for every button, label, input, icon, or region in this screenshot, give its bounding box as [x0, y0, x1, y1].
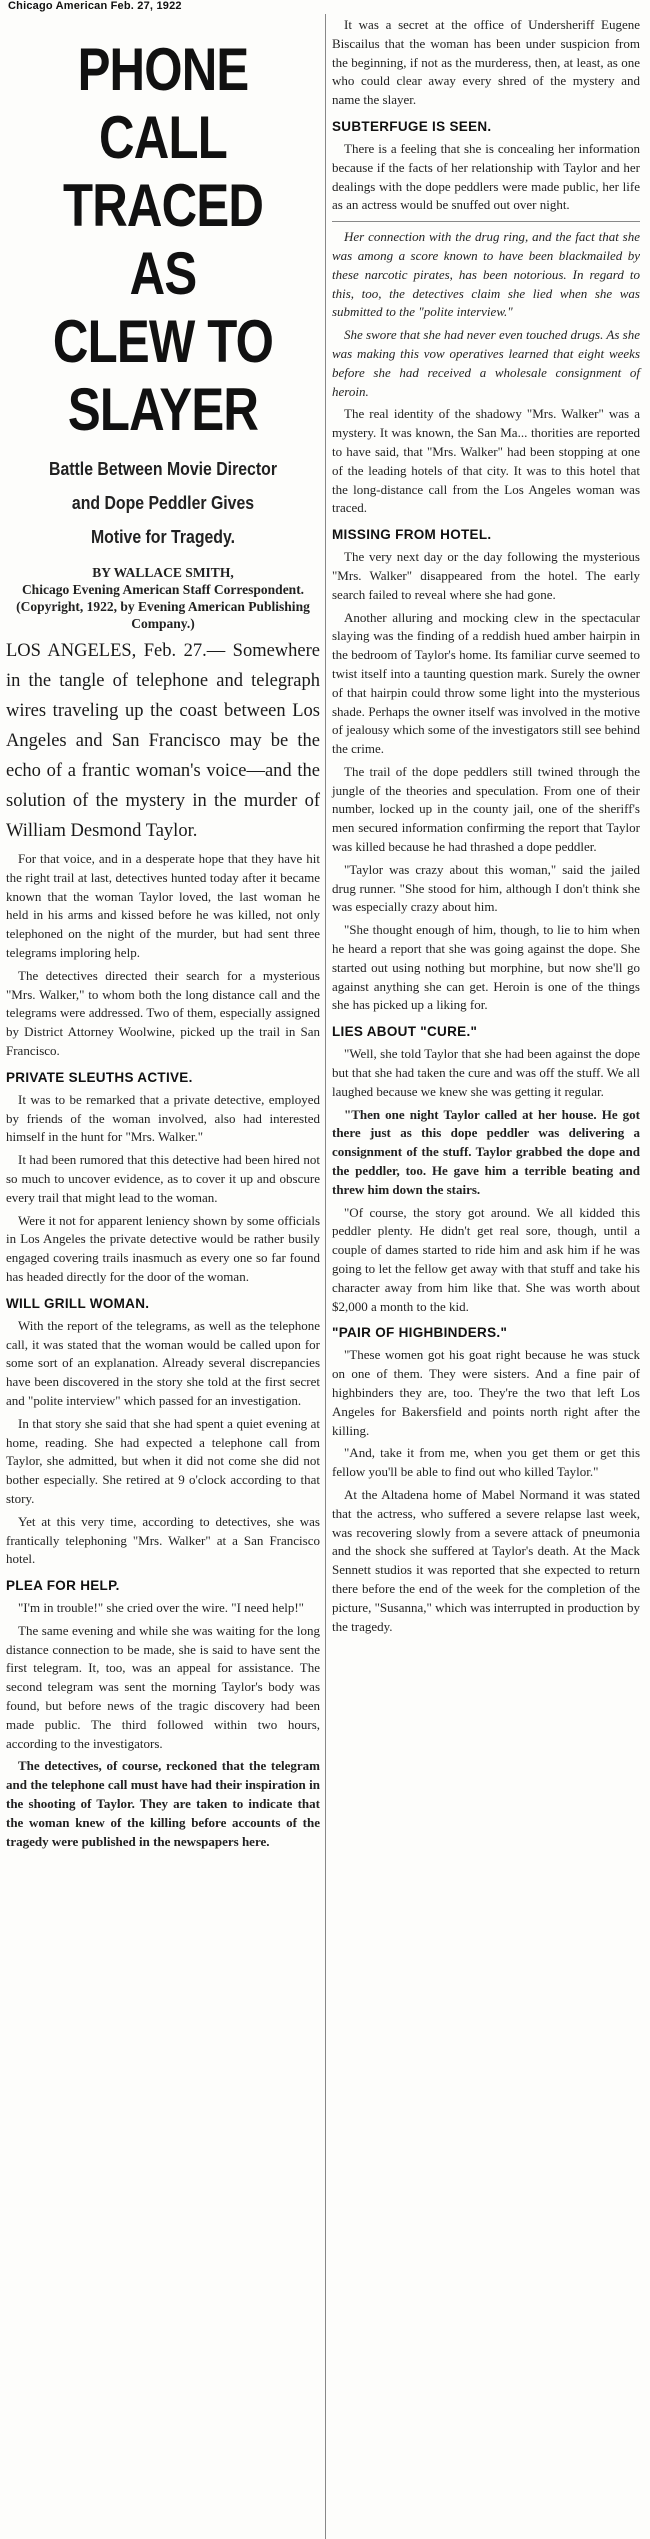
- paragraph: At the Altadena home of Mabel Normand it was stated that the actress, who suffered a severe relapse last week, was recovering slowly from a severe attack of pneumonia and the shock she suffered at Taylor's death. At the Mack Sennett studios it was reported that she expected to return there before the end of the week for the completion of the picture, "Susanna," which was interrupted in production by the tragedy.: [332, 1486, 640, 1634]
- section-heading: LIES ABOUT "CURE.": [332, 1024, 478, 1040]
- byline: [10, 564, 316, 632]
- section-heading: "PAIR OF HIGHBINDERS.": [332, 1325, 508, 1341]
- paragraph: Yet at this very time, according to detectives, she was frantically telephoning "Mrs. Walker" at a San Francisco hotel.: [6, 1513, 320, 1567]
- headline-line: TRACED AS: [62, 172, 264, 307]
- article-body-right-4: [332, 1045, 640, 1316]
- article-body-right-5: [332, 1346, 640, 1636]
- paragraph: Her connection with the drug ring, and the fact that she was among a score known to have been blackmailed by these narcotic pirates, has been notorious. In regard to this, too, the detectives claim she lied when she was submitted to the "polite interview.": [332, 229, 640, 320]
- paragraph: With the report of the telegrams, as well as the telephone call, it was stated that the woman would be called upon for some sort of an explanation. Already several discrepancies have been discovered in the story she told at the first secret and "polite interview" which passed for an investigation.: [6, 1317, 320, 1408]
- paragraph: Were it not for apparent leniency shown by some officials in Los Angeles the private detective would be rather busily engaged covering trails inasmuch as every one so far found has headed directly for the door of the woman.: [6, 1212, 320, 1284]
- paragraph: The detectives, of course, reckoned that the telegram and the telephone call must have had their inspiration in the shooting of Taylor. They are taken to indicate that the woman knew of the killing before accounts of the tragedy were published in the newspapers here.: [6, 1758, 320, 1849]
- paragraph: "Of course, the story got around. We all kidded this peddler plenty. He didn't get real sore, though, until a couple of dames started to ride him and ask him if he was going to let the fellow get away with that stuff and take his character away from him like that. She was worth about $2,000 a month to the kid.: [332, 1204, 640, 1314]
- subheadline-line: and Dope Peddler Gives: [71, 493, 255, 513]
- section-heading: WILL GRILL WOMAN.: [6, 1295, 150, 1311]
- article-body-left: [6, 850, 320, 1061]
- lead-paragraph: LOS ANGELES, Feb. 27.— Somewhere in the tangle of telephone and telegraph wires traveling up the coast between Los Angeles and San Francisco may be the echo of a frantic woman's voice—and the solution of the mystery in the murder of William Desmond Taylor.: [6, 641, 320, 841]
- paragraph: The same evening and while she was waiting for the long distance connection to be made, she is said to have sent the first telegram. It, too, was an appeal for assistance. The second telegram was sent the morning Taylor's body was found, but before news of the tragic discovery had been made public. The third followed within two hours, according to the investigators.: [6, 1622, 320, 1751]
- paragraph: The real identity of the shadowy "Mrs. Walker" was a mystery. It was known, the San Ma... thorities are reported to have said, that "Mrs. Walker" had been stopping at one of the leading hotels of that city. It was to this hotel that the long-distance call from the Los Angeles woman was traced.: [332, 406, 640, 516]
- left-column: [4, 16, 322, 1855]
- headline: [33, 36, 294, 444]
- subheadline-line: Battle Between Movie Director: [48, 459, 277, 479]
- right-column: [330, 16, 642, 1640]
- paragraph: The very next day or the day following the mysterious "Mrs. Walker" disappeared from the hotel. The early search failed to reveal where she had gone.: [332, 549, 640, 602]
- paragraph: Another alluring and mocking clew in the spectacular slaying was the finding of a reddish hued amber hairpin in the bedroom of Taylor's home. Its familiar curve seemed to twist itself into a taunting question mark. Surely the owner of that hairpin could throw some light into the mysterious shade. Perhaps the owner itself was involved in the motive of jealousy which some of the investigators still see behind the crime.: [332, 609, 640, 757]
- paragraph: She swore that she had never even touched drugs. As she was making this vow operatives learned that eight weeks before she had received a wholesale consignment of heroin.: [332, 327, 640, 399]
- article-body-left-3: [6, 1317, 320, 1569]
- subheadline-line: Motive for Tragedy.: [90, 527, 236, 547]
- section-heading: MISSING FROM HOTEL.: [332, 527, 492, 543]
- paragraph: "These women got his goat right because he was stuck on one of them. They were sisters. And a fine pair of highbinders they are, too. They're the two that left Los Angeles for Bakersfield and points north right after the killing.: [332, 1347, 640, 1438]
- paragraph: "I'm in trouble!" she cried over the wire. "I need help!": [18, 1600, 304, 1616]
- byline-line: BY WALLACE SMITH,: [92, 565, 234, 580]
- headline-line: CLEW TO: [52, 308, 274, 375]
- paragraph: There is a feeling that she is concealing her information because if the facts of her relationship with Taylor and her dealings with the dope peddlers were made public, her life as an actress would be snuffed out over night.: [332, 140, 640, 213]
- paragraph: In that story she said that she had spent a quiet evening at home, reading. She had expected a telephone call from Taylor, she admitted, but when it did not come she did not bother especially. She retired at 9 o'clock according to that story.: [6, 1415, 320, 1506]
- section-heading: SUBTERFUGE IS SEEN.: [332, 118, 492, 134]
- paragraph: The detectives directed their search for a mysterious "Mrs. Walker," to whom both the long distance call and the telegrams were addressed. Two of them, especially assigned by District Attorney Woolwine, picked up the trail in San Francisco.: [6, 967, 320, 1058]
- byline-line: (Copyright, 1922, by Evening American Publishing Company.): [16, 599, 310, 631]
- paragraph: The trail of the dope peddlers still twined through the jungle of the theories and speculation. From one of their number, locked up in the county jail, one of the sheriff's men secured information confirming the report that Taylor was killed because he had thrashed a dope peddler.: [332, 763, 640, 855]
- paragraph: "She thought enough of him, though, to lie to him when he heard a report that she was going against the dope. She started out using nothing but morphine, but now she'll go against anything she can get. Heroin is one of the things she has picked up a liking for.: [332, 922, 640, 1013]
- article-body-left-4: [6, 1599, 320, 1851]
- paragraph: It was to be remarked that a private detective, employed by friends of the woman involved, also had interested himself in the hunt for "Mrs. Walker.": [6, 1091, 320, 1145]
- section-heading: PLEA FOR HELP.: [6, 1578, 120, 1594]
- paragraph: "And, take it from me, when you get them or get this fellow you'll be able to find out who killed Taylor.": [332, 1445, 640, 1480]
- article-body-right-3: [332, 548, 640, 1015]
- paragraph: It had been rumored that this detective had been hired not so much to uncover evidence, as to cover it up and obscure every trail that might lead to the woman.: [6, 1152, 320, 1205]
- divider: [332, 221, 640, 222]
- clipping-caption: Chicago American Feb. 27, 1922: [8, 0, 182, 12]
- headline-line: SLAYER: [67, 376, 259, 443]
- subheadline: [23, 452, 303, 554]
- section-heading: PRIVATE SLEUTHS ACTIVE.: [6, 1069, 193, 1085]
- article-body-right: [332, 16, 640, 110]
- article-body-left-2: [6, 1091, 320, 1287]
- article-body-right-2: [332, 140, 640, 518]
- column-rule: [325, 14, 326, 2539]
- paragraph: "Then one night Taylor called at her house. He got there just as this dope peddler was delivering a consignment of the stuff. Taylor grabbed the dope and the peddler, too. He gave him a terrible beating and threw him down the stairs.: [332, 1106, 640, 1197]
- byline-line: Chicago Evening American Staff Correspondent.: [21, 582, 305, 597]
- paragraph: For that voice, and in a desperate hope that they have hit the right trail at last, detectives hunted today after it became known that the woman Taylor loved, the last woman he held in his arms and kissed before he was killed, not only telephoned on the night of the murder, but had sent three telegrams imploring help.: [6, 851, 320, 960]
- paragraph: "Taylor was crazy about this woman," said the jailed drug runner. "She stood for him, although I don't think she was especially crazy about him.: [332, 861, 640, 915]
- headline-line: PHONE CALL: [77, 36, 249, 171]
- paragraph: It was a secret at the office of Undersheriff Eugene Biscailus that the woman has been under suspicion from the beginning, if not as the murderess, then, at least, as one who could clear away every shred of the mystery and name the slayer.: [332, 17, 640, 108]
- paragraph: "Well, she told Taylor that she had been against the dope but that she had taken the cure and was off the stuff. We all laughed because we knew she was getting it regular.: [332, 1046, 640, 1099]
